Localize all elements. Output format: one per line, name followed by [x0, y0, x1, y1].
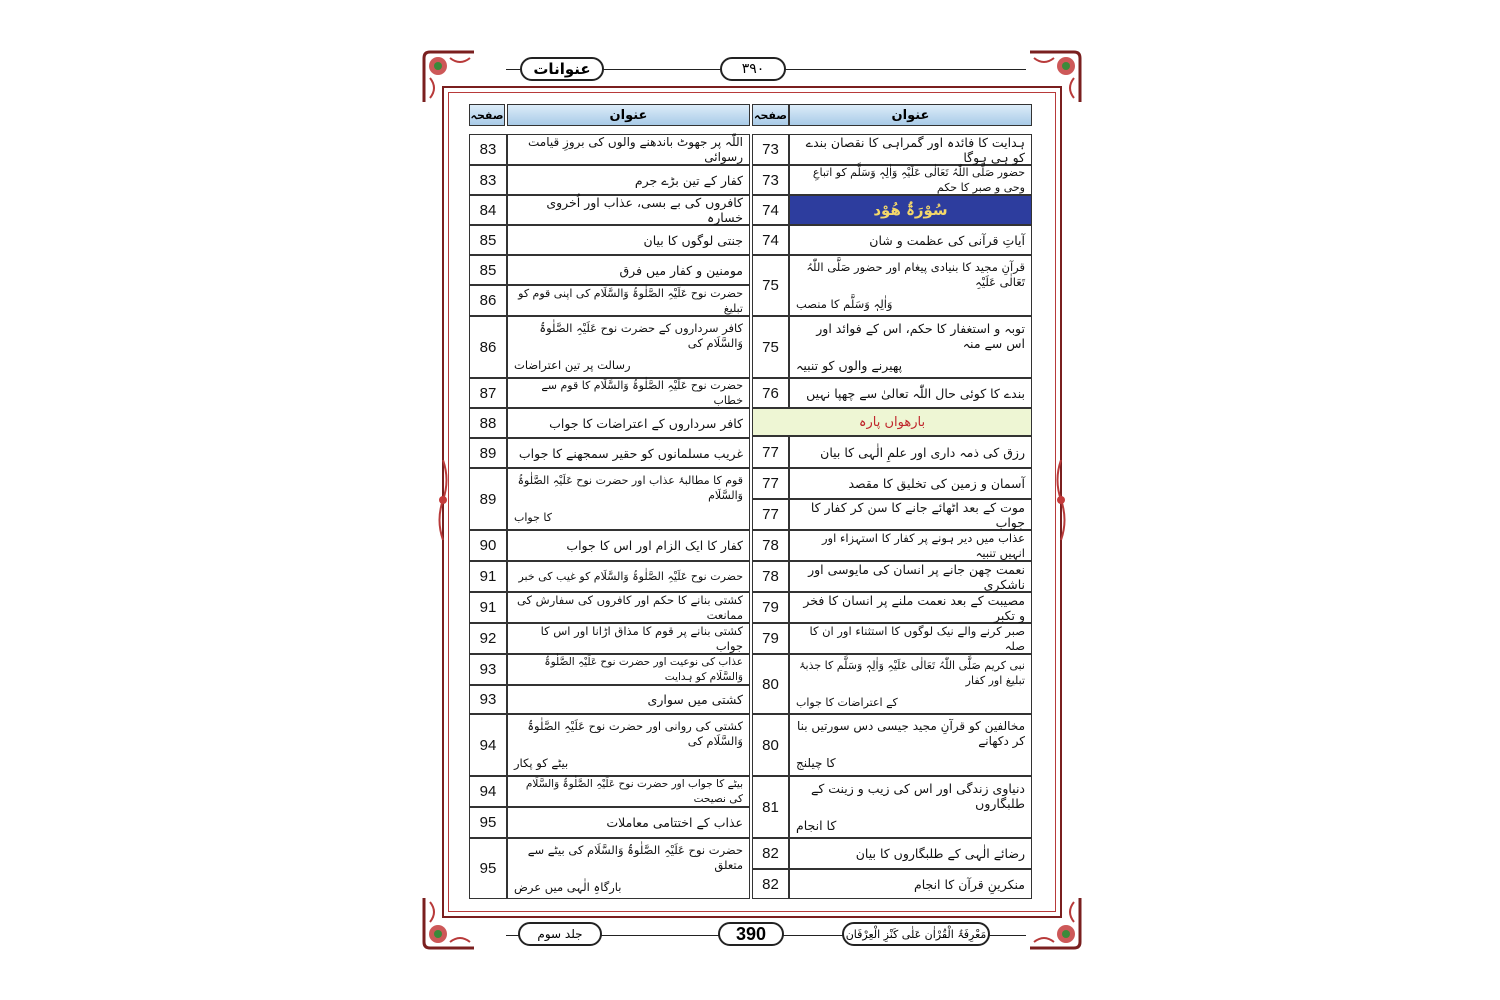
table-row-page: 74	[752, 225, 789, 255]
side-ornament-icon	[1054, 460, 1068, 540]
table-row-topic	[507, 468, 750, 530]
table-row-page: 81	[752, 776, 789, 838]
table-row-topic: کافر سرداروں کے اعتراضات کا جواب	[507, 408, 750, 438]
footer-book-pill	[842, 922, 990, 946]
table-row-topic	[507, 316, 750, 378]
table-row-topic	[789, 714, 1032, 776]
table-row-page: 78	[752, 530, 789, 561]
table-row-topic: غریب مسلمانوں کو حقیر سمجھنے کا جواب	[507, 438, 750, 468]
table-row-page: 79	[752, 592, 789, 623]
table-row-page: 89	[469, 468, 507, 530]
table-row-topic: منکرینِ قرآن کا انجام	[789, 869, 1032, 899]
table-row-page: 82	[752, 869, 789, 899]
table-row-page: 86	[469, 316, 507, 378]
table-row-page: 75	[752, 255, 789, 316]
table-row-page: 93	[469, 685, 507, 714]
table-row-page: 84	[469, 195, 507, 225]
table-row-topic: کافروں کی بے بسی، عذاب اور اُخروی خسارہ	[507, 195, 750, 225]
table-row-topic: آسمان و زمین کی تخلیق کا مقصد	[789, 468, 1032, 499]
table-row-topic	[789, 255, 1032, 316]
table-row-page: 75	[752, 316, 789, 378]
table-row-topic: حضور صَلَّی اللّٰہُ تَعَالٰی عَلَیْہِ وَاٰلِہٖ وَسَلَّم کو اتباعِ وحی و صبر کا حکم	[789, 165, 1032, 195]
corner-ornament-icon	[420, 48, 478, 106]
topic-line: حضرت نوح عَلَیْہِ الصَّلٰوۃُ وَالسَّلَام کی بیٹے سے متعلق	[527, 842, 743, 872]
topic-line: کافر سرداروں کے حضرت نوح عَلَیْہِ الصَّلٰوۃُ وَالسَّلَام کی	[539, 320, 743, 350]
book-title: مَعْرِفَۃُ الْقُرْاٰن عَلٰی کَنْزِ الْعِرْفَان	[845, 927, 987, 941]
table-row-page: 93	[469, 654, 507, 685]
table-row-page: 73	[752, 165, 789, 195]
topic-line: نبی کریم صَلَّی اللّٰہُ تَعَالٰی عَلَیْہِ وَاٰلِہٖ وَسَلَّم کا جذبۂ تبلیغ اور کفار	[799, 659, 1025, 688]
table-row-page: 74	[752, 195, 789, 225]
table-row-page: 90	[469, 530, 507, 561]
topic-line: کا چیلنج	[796, 756, 836, 771]
table-row-page: 80	[752, 714, 789, 776]
table-row-topic	[789, 316, 1032, 378]
topic-line: قوم کا مطالبۂ عذاب اور حضرت نوح عَلَیْہِ الصَّلٰوۃُ وَالسَّلَام	[517, 473, 743, 502]
table-row-topic: عذاب میں دیر ہونے پر کفار کا استہزاء اور انہیں تنبیہ	[789, 530, 1032, 561]
table-row-topic: جنتی لوگوں کا بیان	[507, 225, 750, 255]
topic-line: کشتی کی روانی اور حضرت نوح عَلَیْہِ الصَّلٰوۃُ وَالسَّلَام کی	[527, 718, 743, 748]
table-row-page: 83	[469, 134, 507, 165]
table-row-topic: آیاتِ قرآنی کی عظمت و شان	[789, 225, 1032, 255]
table-row-topic: مصیبت کے بعد نعمت ملنے پر انسان کا فخر و تکبر	[789, 592, 1032, 623]
table-row-topic: کفار کا ایک الزام اور اس کا جواب	[507, 530, 750, 561]
table-row-page: 78	[752, 561, 789, 592]
table-row-topic: کشتی بنانے کا حکم اور کافروں کی سفارش کی ممانعت	[507, 592, 750, 623]
topic-line: رسالت پر تین اعتراضات	[514, 358, 631, 373]
table-row-topic: بندے کا کوئی حال اللّٰہ تعالیٰ سے چھپا نہیں	[789, 378, 1032, 408]
table-row-page: 77	[752, 436, 789, 468]
table-row-page: 87	[469, 378, 507, 408]
corner-ornament-icon	[420, 894, 478, 952]
topic-line: بیٹے کو پکار	[514, 756, 569, 771]
table-row-page: 85	[469, 255, 507, 285]
topic-line: کے اعتراضات کا جواب	[796, 695, 898, 709]
table-row-page: 91	[469, 561, 507, 592]
corner-ornament-icon	[1026, 48, 1084, 106]
table-row-topic: حضرت نوح عَلَیْہِ الصَّلٰوۃُ وَالسَّلَام کو غیب کی خبر	[507, 561, 750, 592]
left-topic-header: عنوان	[507, 104, 750, 126]
table-row-topic: کشتی میں سواری	[507, 685, 750, 714]
table-row-topic: مومنین و کفار میں فرق	[507, 255, 750, 285]
table-row-topic: رضائے الٰہی کے طلبگاروں کا بیان	[789, 838, 1032, 869]
table-row-topic: حضرت نوح عَلَیْہِ الصَّلٰوۃُ وَالسَّلَام کا قوم سے خطاب	[507, 378, 750, 408]
right-topic-header: عنوان	[789, 104, 1032, 126]
topic-line: کا جواب	[514, 511, 552, 525]
para-heading: بارھواں پارہ	[752, 408, 1032, 436]
topic-line: بارگاہِ الٰہی میں عرض	[514, 879, 622, 894]
footer-page-number: 390	[735, 923, 767, 944]
table-row-topic: ہدایت کا فائدہ اور گمراہی کا نقصان بندے کو ہی ہوگا	[789, 134, 1032, 165]
table-row-page: 92	[469, 623, 507, 654]
footer-volume-pill	[518, 922, 602, 946]
topic-line: وَاٰلِہٖ وَسَلَّم کا منصب	[796, 296, 893, 311]
table-row-topic: حضرت نوح عَلَیْہِ الصَّلٰوۃُ وَالسَّلَام کی اپنی قوم کو تبلیغ	[507, 285, 750, 316]
table-row-topic: رزق کی ذمہ داری اور علمِ الٰہی کا بیان	[789, 436, 1032, 468]
table-row-topic: صبر کرنے والے نیک لوگوں کا استثناء اور ان کا صلہ	[789, 623, 1032, 654]
table-row-page: 94	[469, 714, 507, 776]
table-row-topic	[507, 838, 750, 899]
topic-line: دنیاوی زندگی اور اس کی زیب و زینت کے طلبگاروں	[811, 780, 1025, 811]
table-row-topic: کفار کے تین بڑے جرم	[507, 165, 750, 195]
table-row-page: 79	[752, 623, 789, 654]
table-row-page: 83	[469, 165, 507, 195]
right-page-header: صفحہ	[752, 104, 789, 126]
header-page-number: ۳۹۰	[741, 61, 765, 77]
table-row-page: 91	[469, 592, 507, 623]
header-page-pill	[720, 57, 786, 81]
table-row-topic: عذاب کی نوعیت اور حضرت نوح عَلَیْہِ الصَّلٰوۃُ وَالسَّلَام کو ہدایت	[507, 654, 750, 685]
topic-line: قرآنِ مجید کا بنیادی پیغام اور حضور صَلَّی اللّٰہُ تَعَالٰی عَلَیْہِ	[806, 259, 1025, 289]
table-row-page: 80	[752, 654, 789, 714]
table-row-topic: کشتی بنانے پر قوم کا مذاق اڑانا اور اس کا جواب	[507, 623, 750, 654]
table-row-page: 77	[752, 468, 789, 499]
side-ornament-icon	[436, 460, 450, 540]
volume-label: جلد سوم	[537, 927, 583, 941]
table-row-topic: موت کے بعد اٹھائے جانے کا سن کر کفار کا جواب	[789, 499, 1032, 530]
table-row-topic	[507, 714, 750, 776]
table-row-topic: عذاب کے اختتامی معاملات	[507, 807, 750, 838]
table-row-topic: اللّٰہ پر جھوٹ باندھنے والوں کی بروزِ قیامت رسوائی	[507, 134, 750, 165]
header-title-pill	[520, 57, 604, 81]
table-row-page: 73	[752, 134, 789, 165]
table-row-page: 88	[469, 408, 507, 438]
topic-line: مخالفین کو قرآنِ مجید جیسی دس سورتیں بنا کر دکھانے	[796, 718, 1025, 748]
footer-page-pill	[718, 922, 784, 946]
left-page-header: صفحہ	[469, 104, 505, 126]
table-row-page: 89	[469, 438, 507, 468]
table-row-topic: بیٹے کا جواب اور حضرت نوح عَلَیْہِ الصَّلٰوۃُ وَالسَّلَام کی نصیحت	[507, 776, 750, 807]
topic-line: کا انجام	[796, 818, 837, 834]
table-row-topic	[789, 776, 1032, 838]
table-row-page: 94	[469, 776, 507, 807]
table-row-page: 82	[752, 838, 789, 869]
topic-line: توبہ و استغفار کا حکم، اس کے فوائد اور اس سے منہ	[816, 320, 1025, 351]
table-row-page: 95	[469, 838, 507, 899]
table-row-page: 77	[752, 499, 789, 530]
surah-heading: سُوْرَۃُ هُوْد	[789, 195, 1032, 225]
table-row-topic: نعمت چھن جانے پر انسان کی مایوسی اور ناشکری	[789, 561, 1032, 592]
corner-ornament-icon	[1026, 894, 1084, 952]
table-row-page: 85	[469, 225, 507, 255]
table-row-page: 76	[752, 378, 789, 408]
table-row-topic	[789, 654, 1032, 714]
topic-line: پھیرنے والوں کو تنبیہ	[796, 358, 903, 374]
table-row-page: 95	[469, 807, 507, 838]
table-row-page: 86	[469, 285, 507, 316]
page-title: عنوانات	[533, 60, 591, 78]
